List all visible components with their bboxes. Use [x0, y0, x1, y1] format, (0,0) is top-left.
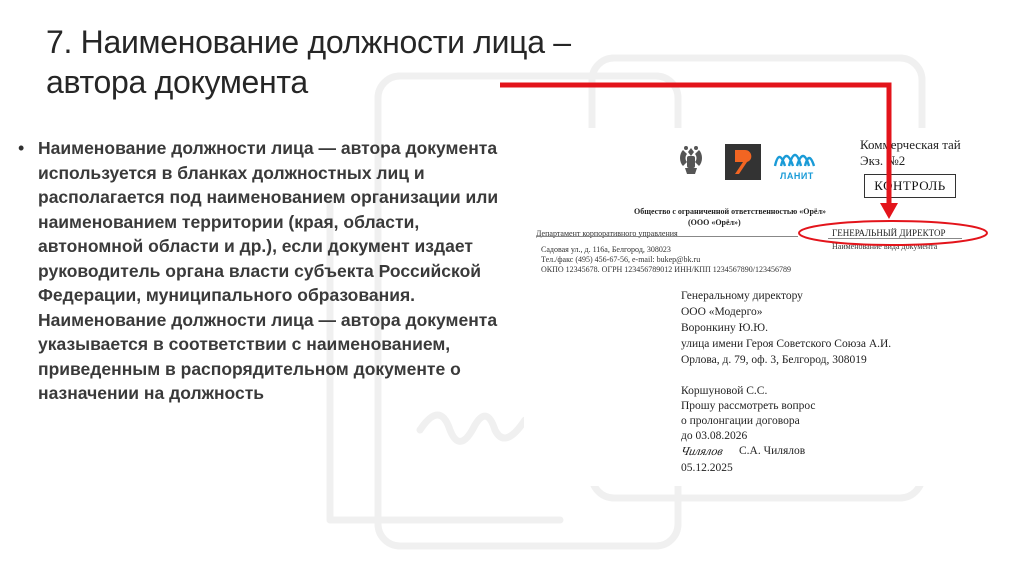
- signature-name: С.А. Чилялов: [739, 445, 806, 457]
- handwritten-signature: Чилялов: [679, 444, 725, 458]
- title-line: автора документа: [46, 64, 308, 100]
- resolution-line: до 03.08.2026: [681, 430, 748, 442]
- organization-address: Садовая ул., д. 116а, Белгород, 308023: [541, 245, 671, 254]
- recipient-position: Генеральному директору: [681, 290, 803, 302]
- position-underline: [828, 238, 962, 239]
- bullet-dot-icon: •: [18, 138, 25, 158]
- body-line: автономной области и др.), если документ издает: [38, 236, 473, 256]
- title-line: 7. Наименование должности лица –: [46, 24, 571, 60]
- slide-title: [46, 22, 686, 102]
- body-line: приведенным в распорядительном документе о: [38, 358, 461, 379]
- coat-of-arms-icon: [677, 144, 705, 178]
- body-line: Наименование должности лица — автора документа: [38, 309, 498, 330]
- bullet-text: [38, 136, 520, 406]
- recipient-name: Воронкину Ю.Ю.: [681, 322, 768, 334]
- lanit-logo-text: ЛАНИТ: [780, 171, 814, 181]
- secret-label: Коммерческая тай: [860, 137, 961, 152]
- resolution-line: о пролонгации договора: [681, 415, 800, 427]
- body-line: наименованием территории (края, области,: [38, 211, 420, 232]
- copy-number: Экз. №2: [860, 153, 906, 168]
- company-logo-icon: [725, 144, 761, 180]
- lanit-logo-icon: [771, 142, 817, 168]
- resolution-line: Прошу рассмотреть вопрос: [681, 400, 816, 412]
- recipient-address-line: улица имени Героя Советского Союза А.И.: [681, 338, 892, 350]
- body-line: руководитель органа власти субъекта Российской: [38, 260, 482, 281]
- control-stamp: КОНТРОЛЬ: [864, 174, 956, 198]
- body-line: располагается под наименованием организации или: [38, 187, 499, 207]
- organization-name: Общество с ограниченной ответственностью «Орёл»: [634, 207, 826, 216]
- document-sample: [524, 128, 998, 486]
- document-date: 05.12.2025: [681, 462, 733, 474]
- organization-codes: ОКПО 12345678. ОГРН 123456789012 ИНН/КПП 1234567890/123456789: [541, 265, 791, 274]
- recipient-address-line: Орлова, д. 79, оф. 3, Белгород, 308019: [681, 354, 867, 366]
- department-name: Департамент корпоративного управления: [536, 229, 678, 238]
- body-line: Наименование должности лица — автора документа: [38, 138, 498, 158]
- body-line: назначении на должность: [38, 383, 265, 403]
- recipient-organization: ООО «Модерго»: [681, 306, 763, 318]
- body-line: указывается в соответствии с наименованием,: [38, 334, 451, 354]
- position-caption: Наименование вида документа: [832, 242, 938, 251]
- organization-short-name: (ООО «Орёл»): [688, 218, 741, 227]
- resolution-line: Коршуновой С.С.: [681, 385, 768, 397]
- position-title: ГЕНЕРАЛЬНЫЙ ДИРЕКТОР: [832, 228, 946, 238]
- department-underline: [536, 236, 798, 237]
- body-line: Федерации, муниципального образования.: [38, 285, 416, 305]
- organization-contacts: Тел./факс (495) 456-67-56, e-mail: bukep@bk.ru: [541, 255, 701, 264]
- body-line: используется в бланках должностных лиц и: [38, 162, 425, 183]
